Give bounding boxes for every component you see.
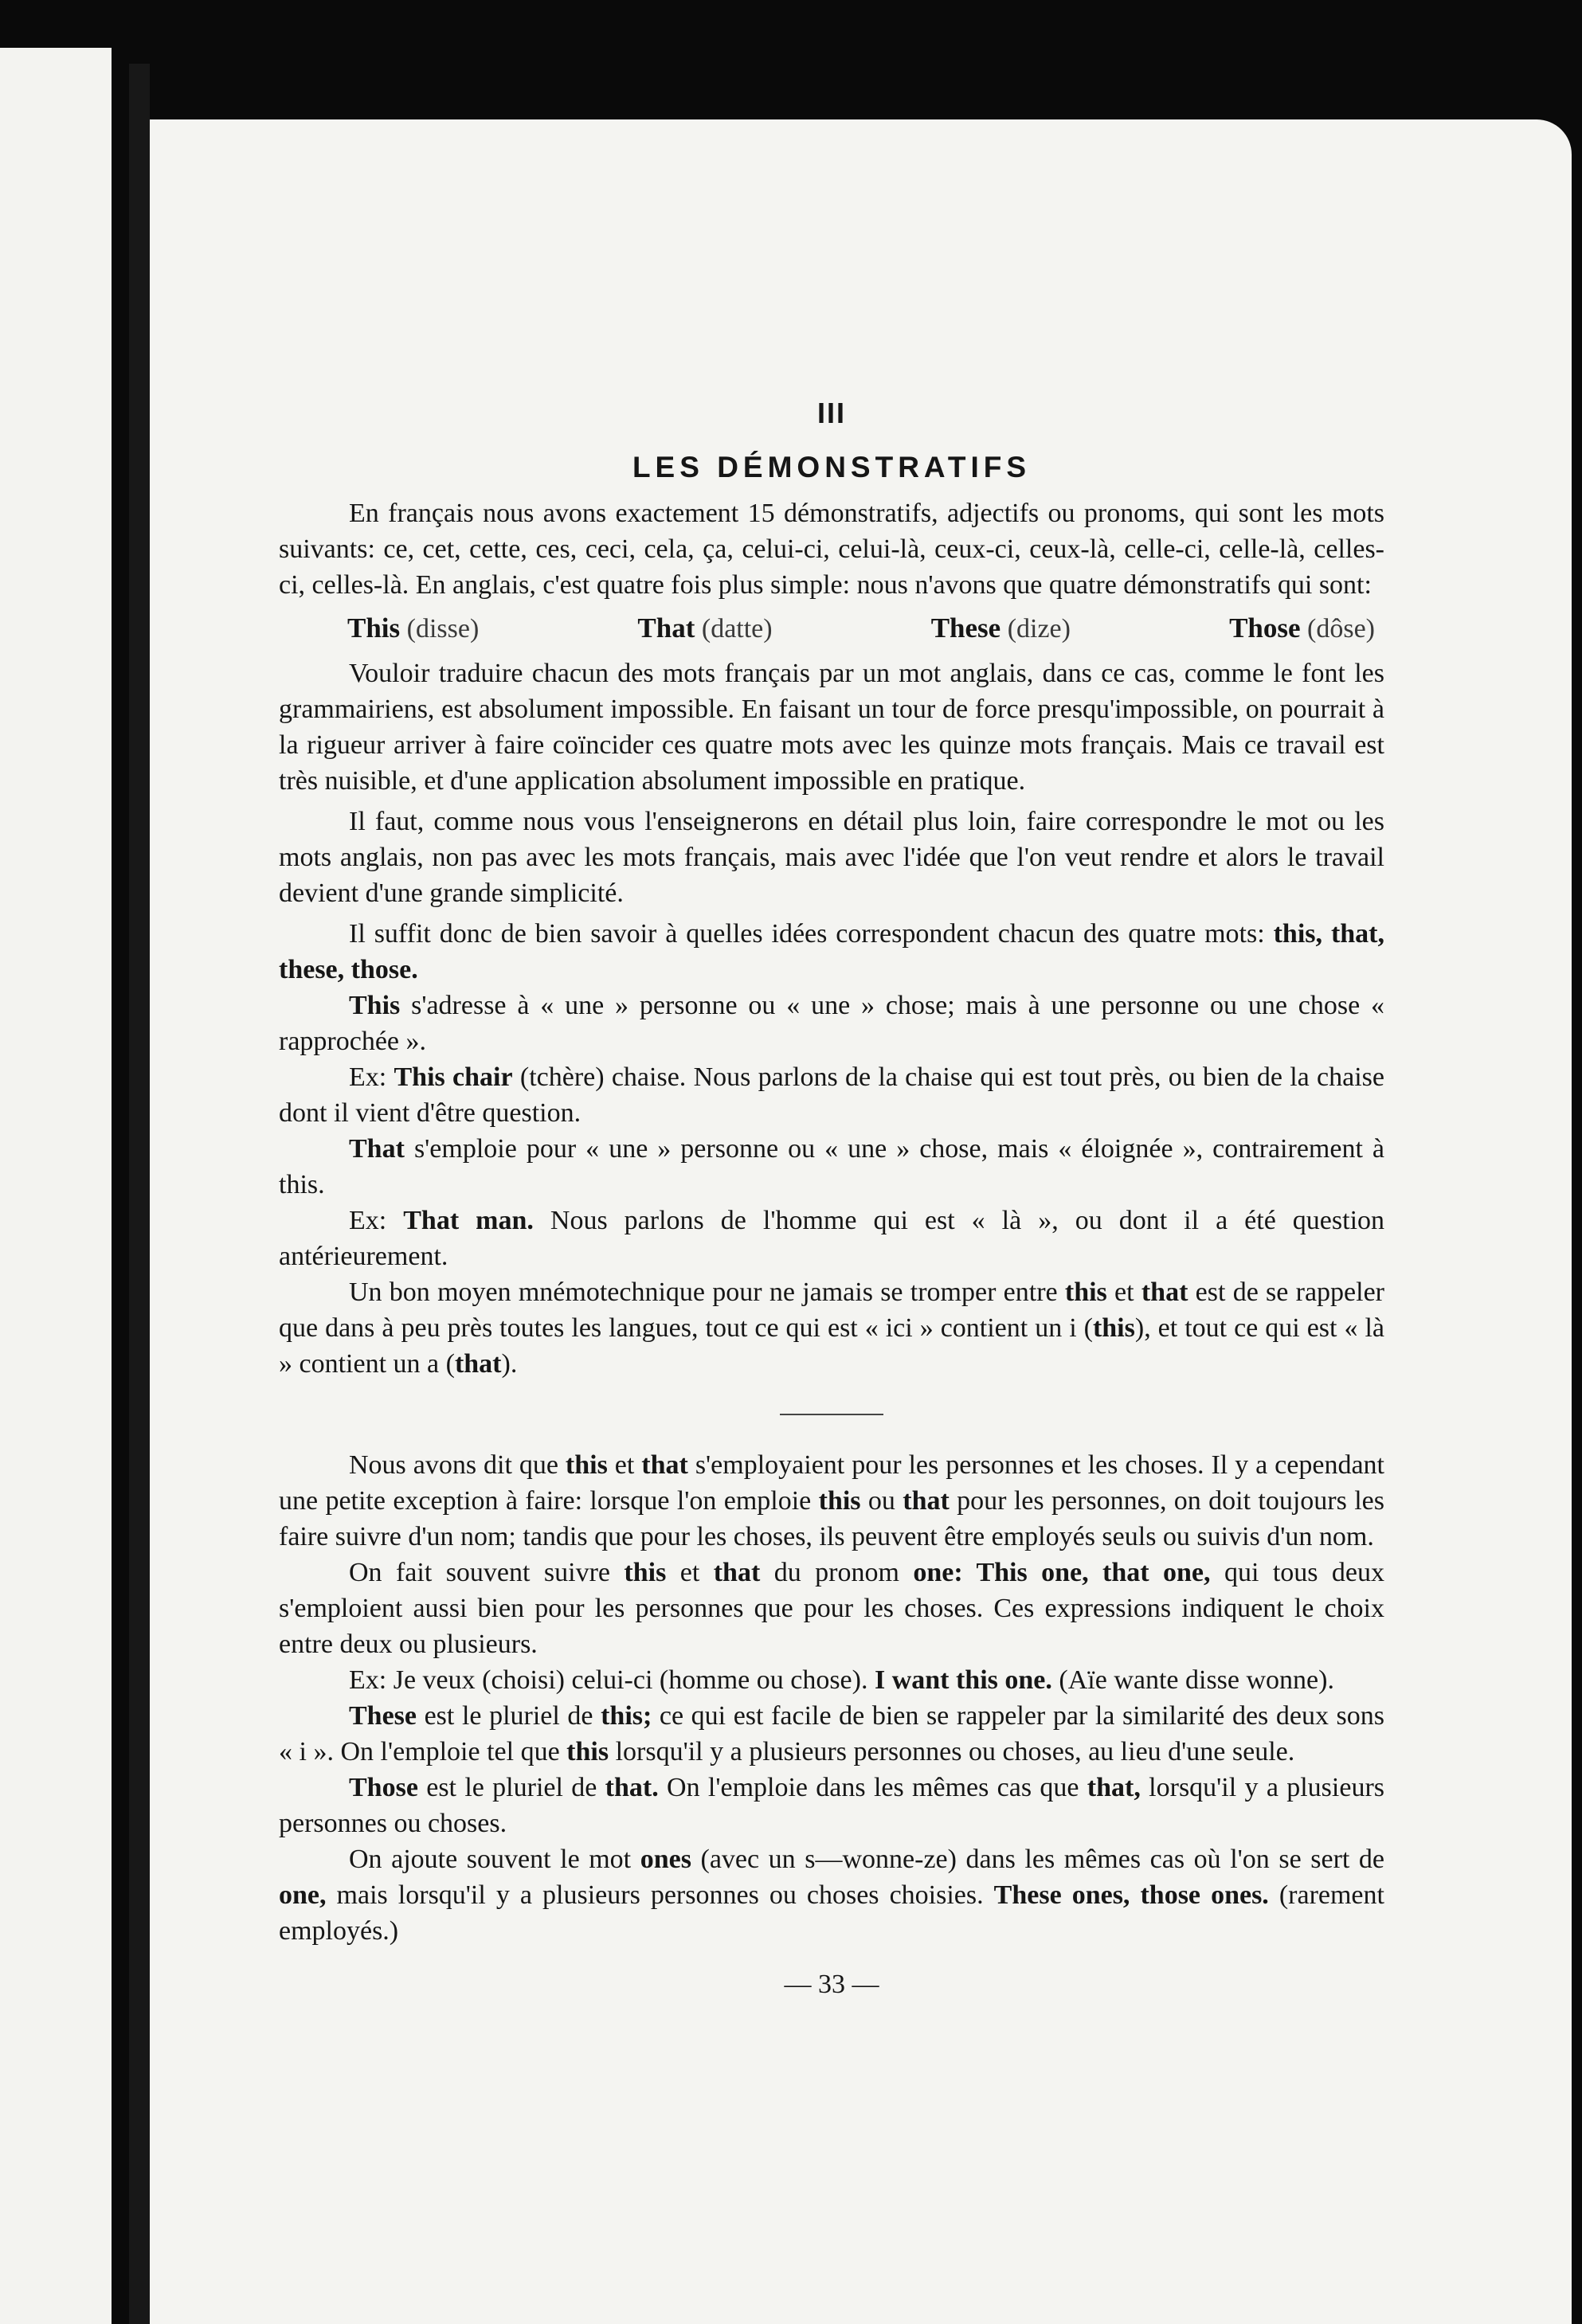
paragraph-these: These est le pluriel de this; ce qui est facile de bien se rappeler par la similarité des deux sons « i ». On l'emploie tel que this lorsqu'il y a plusieurs personnes ou choses, au lieu d'une seule.: [279, 1701, 1384, 1766]
paragraph-one-example: Ex: Je veux (choisi) celui-ci (homme ou chose). I want this one. (Aïe wante disse wonne).: [349, 1665, 1334, 1695]
paragraph-that: That s'emploie pour « une » personne ou « une » chose, mais « éloignée », contrairement à this.: [279, 1134, 1384, 1199]
book-page: [150, 119, 1572, 2324]
paragraph-intro: En français nous avons exactement 15 démonstratifs, adjectifs ou pronoms, qui sont les mots suivants: ce, cet, cette, ces, ceci, cela, ça, celui-ci, celui-là, ceux-ci, ceux-là, celle-ci, celle-là, celles-ci, celles-là. En anglais, c'est quatre fois plus simple: nous n'avons que quatre démonstratifs qui sont:: [279, 499, 1384, 600]
facing-page-edge: [0, 48, 112, 2324]
paragraph-that-example: Ex: That man. Nous parlons de l'homme qui est « là », ou dont il a été question antérieurement.: [279, 1206, 1385, 1271]
demonstrative-that: That (datte): [637, 612, 773, 644]
paragraph-those: Those est le pluriel de that. On l'emploie dans les mêmes cas que that, lorsqu'il y a plusieurs personnes ou choses.: [279, 1773, 1384, 1838]
chapter-title: LES DÉMONSTRATIFS: [632, 451, 1032, 483]
paragraph-one: On fait souvent suivre this et that du pronom one: This one, that one, qui tous deux s'emploient aussi bien pour les personnes que pour les choses. Ces expressions indiquent le choix entre deux ou plusieurs.: [279, 1558, 1385, 1659]
paragraph-ones: On ajoute souvent le mot ones (avec un s—wonne-ze) dans les mêmes cas où l'on se sert de one, mais lorsqu'il y a plusieurs personnes ou choses choisies. These ones, those ones. (rarement employés.): [279, 1845, 1385, 1946]
paragraph-mnemonic: Un bon moyen mnémotechnique pour ne jamais se tromper entre this et that est de se rappeler que dans à peu près toutes les langues, tout ce qui est « ici » contient un i (this), et tout ce qui est « là » contient un a (that).: [279, 1277, 1384, 1379]
chapter-number: III: [816, 397, 846, 429]
paragraph-correspondence: Il faut, comme nous vous l'enseignerons en détail plus loin, faire correspondre le mot ou les mots anglais, non pas avec les mots français, mais avec l'idée que l'on veut rendre et alors le travail devient d'une grande simplicité.: [279, 807, 1384, 908]
paragraph-persons-things: Nous avons dit que this et that s'employaient pour les personnes et les choses. Il y a cependant une petite exception à faire: lorsque l'on emploie this ou that pour les personnes, on doit toujours les faire suivre d'un nom; tandis que pour les choses, ils peuvent être employés seuls ou suivis d'un nom.: [279, 1450, 1384, 1551]
page-content: [279, 279, 1384, 2000]
demonstrative-this: This (disse): [347, 612, 480, 644]
demonstrative-those: Those (dôse): [1229, 612, 1375, 644]
paragraph-translation: Vouloir traduire chacun des mots français par un mot anglais, dans ce cas, comme le font les grammairiens, est absolument impossible. En faisant un tour de force presqu'impossible, on pourrait à la rigueur arriver à faire coïncider ces quatre mots avec les quinze mots français. Mais ce travail est très nuisible, et d'une application absolument impossible en pratique.: [279, 659, 1384, 796]
paragraph-this: This s'adresse à « une » personne ou « une » chose; mais à une personne ou une chose « rapprochée ».: [279, 991, 1384, 1056]
book-binding: [129, 64, 150, 2324]
page-number: — 33 —: [784, 1970, 879, 1999]
demonstratives-list: [279, 603, 1384, 655]
paragraph-four-words: Il suffit donc de bien savoir à quelles idées correspondent chacun des quatre mots: this, that, these, those.: [279, 919, 1384, 984]
paragraph-this-example: Ex: This chair (tchère) chaise. Nous parlons de la chaise qui est tout près, ou bien de la chaise dont il vient d'être question.: [279, 1062, 1384, 1128]
section-divider: [780, 1414, 883, 1415]
demonstrative-these: These (dize): [930, 612, 1071, 644]
